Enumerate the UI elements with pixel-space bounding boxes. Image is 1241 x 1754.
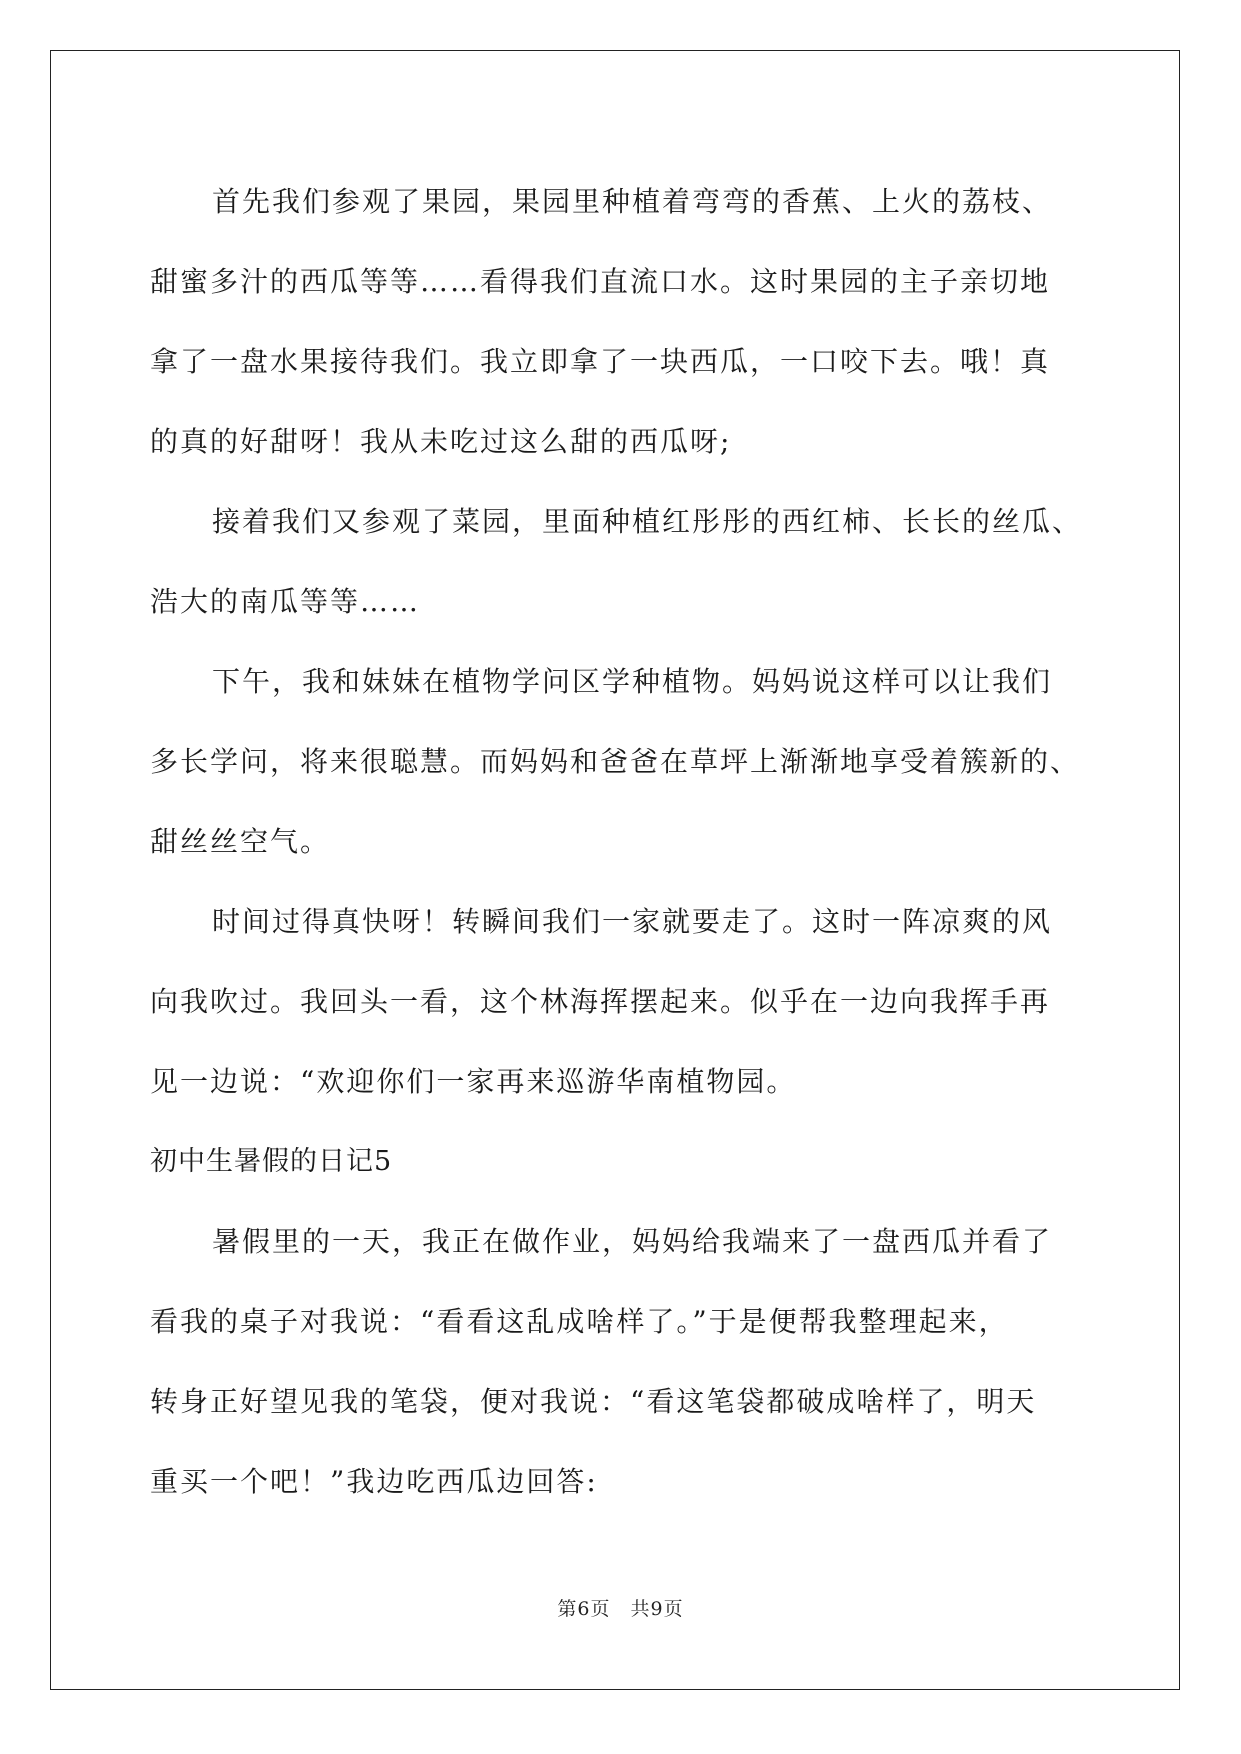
text-line: 见一边说：“欢迎你们一家再来巡游华南植物园。 [150,1065,797,1098]
text-line: 时间过得真快呀！转瞬间我们一家就要走了。这时一阵凉爽的风 [212,905,1053,938]
text-line: 暑假里的一天，我正在做作业，妈妈给我端来了一盘西瓜并看了 [212,1225,1053,1258]
text-line: 甜丝丝空气。 [150,825,331,858]
text-line: 转身正好望见我的笔袋，便对我说：“看这笔袋都破成啥样了，明天 [150,1385,1037,1418]
text-line: 甜蜜多汁的西瓜等等……看得我们直流口水。这时果园的主子亲切地 [150,265,1051,298]
paragraph-pencil-case [150,1202,1090,1522]
text-line: 浩大的南瓜等等…… [150,585,421,618]
text-line: 首先我们参观了果园，果园里种植着弯弯的香蕉、上火的荔枝、 [212,185,1053,218]
text-line: 多长学问，将来很聪慧。而妈妈和爸爸在草坪上渐渐地享受着簇新的、 [150,745,1081,778]
paragraph-farewell [150,882,1090,1122]
paragraph-orchard [150,162,1090,482]
page-footer [0,1594,1241,1621]
text-line: 向我吹过。我回头一看，这个林海挥摆起来。似乎在一边向我挥手再 [150,985,1051,1018]
text-line: 拿了一盘水果接待我们。我立即拿了一块西瓜，一口咬下去。哦！真 [150,345,1051,378]
page-number: 第6页 [557,1598,611,1620]
text-line: 接着我们又参观了菜园，里面种植红彤彤的西红柿、长长的丝瓜、 [212,505,1083,538]
text-line: 的真的好甜呀！我从未吃过这么甜的西瓜呀; [150,425,732,458]
document-body [150,162,1090,1522]
page-total: 共9页 [630,1598,684,1620]
text-line: 看我的桌子对我说：“看看这乱成啥样了。”于是便帮我整理起来， [150,1305,1009,1338]
paragraph-afternoon [150,642,1090,882]
text-line: 下午，我和妹妹在植物学问区学种植物。妈妈说这样可以让我们 [212,665,1053,698]
text-line: 重买一个吧！”我边吃西瓜边回答: [150,1465,598,1498]
paragraph-vegetable-garden [150,482,1090,642]
section-heading: 初中生暑假的日记5 [150,1146,393,1177]
